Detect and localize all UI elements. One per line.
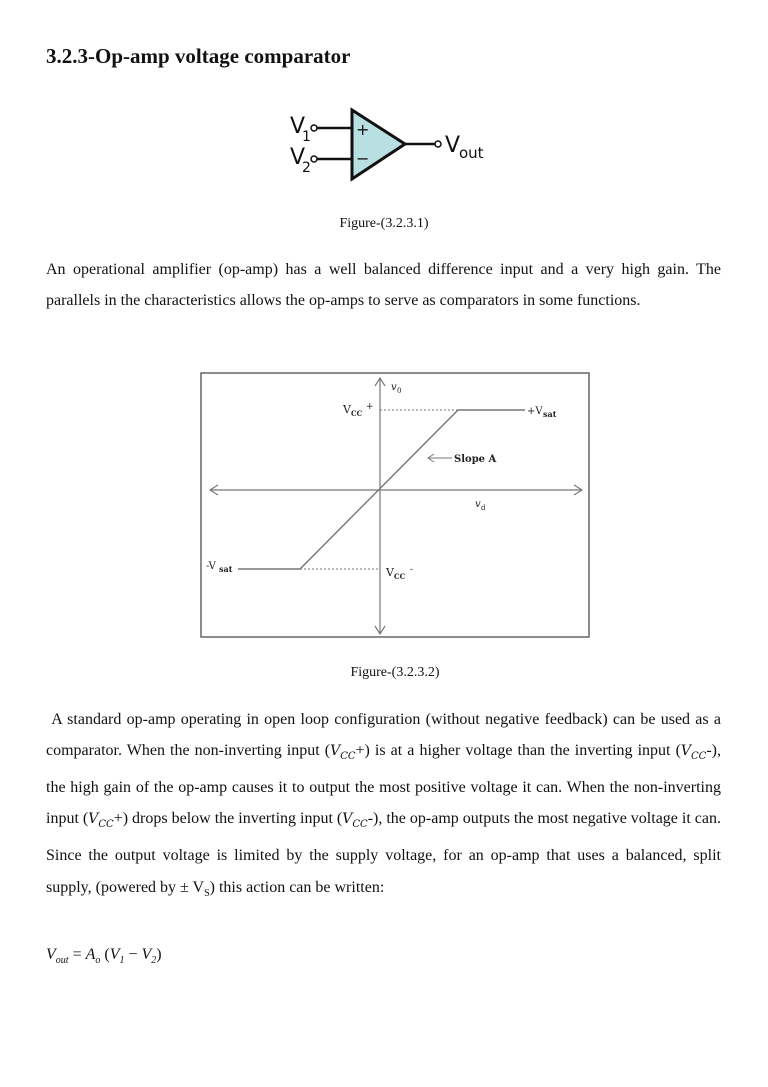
- vcc-plus-subscript: CC: [351, 409, 363, 418]
- input-terminal-v2: [311, 156, 317, 162]
- output-terminal: [435, 141, 441, 147]
- slope-label: Slope A: [454, 454, 497, 465]
- minus-vsat-subscript: sat: [219, 564, 233, 574]
- figure2-caption: Figure-(3.2.3.2): [350, 665, 440, 680]
- p2-math-vcc-1: $V_{CC}$: [330, 743, 356, 762]
- paragraph-intro: An operational amplifier (op-amp) has a well balanced difference input and a very high gain. The parallels in the characteristics allows the op-amps to serve as comparators in some functions.: [46, 261, 721, 310]
- p2-text-6: ) this action can be written:: [209, 878, 385, 896]
- p2-math-vcc-3: $V_{CC}$: [88, 811, 114, 831]
- vcc-plus-superscript: +: [366, 402, 374, 412]
- vout-subscript: out: [459, 144, 484, 162]
- plus-vsat-label: +V: [527, 406, 543, 417]
- p2-text-4: +) drops below the inverting input (: [113, 810, 343, 828]
- paragraph-comparator: [46, 704, 721, 909]
- p2-math-vcc-4: $V_{CC}$: [342, 811, 368, 831]
- minus-vsat-label: -V: [206, 561, 216, 572]
- figure1-caption: Figure-(3.2.3.1): [339, 216, 429, 231]
- section-heading: 3.2.3-Op-amp voltage comparator: [46, 44, 351, 68]
- vo-axis-subscript: 0: [397, 387, 402, 395]
- v2-label: V: [290, 145, 306, 170]
- v2-subscript: 2: [302, 160, 311, 176]
- transfer-characteristic-figure: [200, 372, 590, 638]
- vo-axis-label: v: [391, 382, 397, 393]
- p2-text-1: A standard op-amp operating in open loop configuration (without negative feedback) can be used as a comparator. When the non-inverting input (: [46, 711, 721, 760]
- comparator-formula: $V_{out} = A_o$ $(V_1 - V_2)$: [46, 946, 162, 967]
- p2-text-5: -), the op-amp outputs the most negative voltage it can. Since the output voltage is limited by the supply voltage, for an op-amp that uses a balanced, split supply, (powered by ± V: [46, 810, 722, 896]
- p2-supply-subscript: S: [204, 887, 210, 899]
- vcc-minus-label: V: [386, 566, 394, 579]
- vcc-plus-label: V: [343, 403, 351, 416]
- v1-label: V: [290, 114, 306, 139]
- minus-sign: −: [356, 149, 370, 168]
- input-terminal-v1: [311, 125, 317, 131]
- vd-axis-subscript: d: [481, 504, 486, 512]
- p2-text-2: +) is at a higher voltage than the inverting input (: [355, 742, 681, 760]
- vcc-minus-subscript: CC: [394, 572, 406, 581]
- vcc-minus-superscript: -: [410, 565, 414, 575]
- plus-sign: +: [356, 120, 370, 139]
- op-amp-symbol-figure: [283, 104, 488, 184]
- p2-text-3: -), the high gain of the op-amp causes it to output the most positive voltage it can. When the non-inverting input (: [46, 742, 721, 828]
- vout-label: V: [445, 133, 461, 158]
- vd-axis-label: v: [475, 499, 481, 510]
- v1-subscript: 1: [302, 129, 311, 145]
- p2-math-vcc-2: $V_{CC}$: [680, 743, 707, 762]
- plus-vsat-subscript: sat: [543, 409, 557, 419]
